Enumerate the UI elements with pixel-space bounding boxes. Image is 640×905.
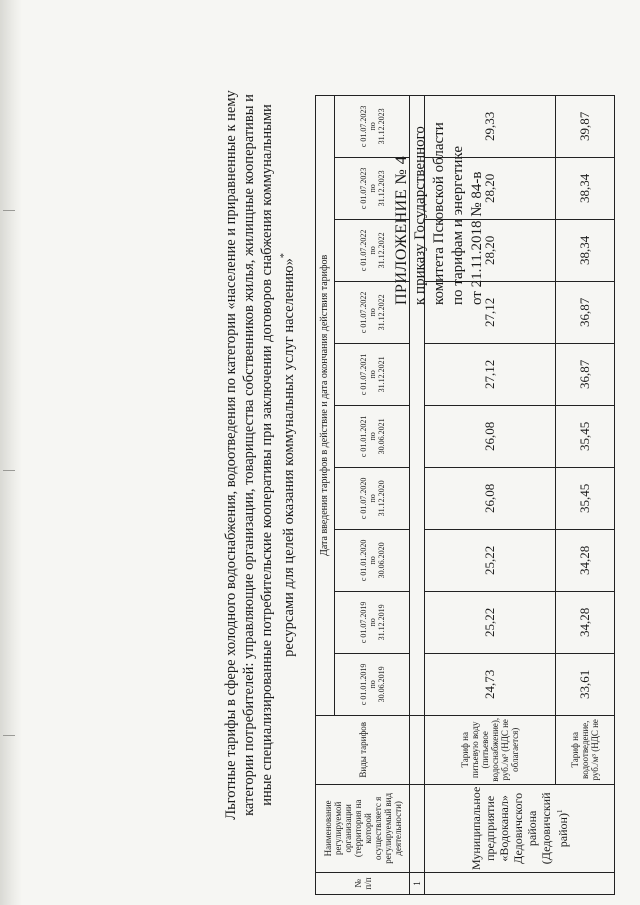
- col-header-organization: Наименование регулируемой организации (территория на которой осуществляетс я регулируемый вид деятельности): [316, 784, 410, 872]
- appendix-line: к приказу Государственного: [412, 126, 428, 305]
- period-header-cell: с 01.01.2021 по 30.06.2021: [335, 405, 410, 467]
- col-header-dates: Дата введения тарифов в действие и дата окончания действия тарифов: [316, 95, 335, 715]
- period-header-cell: с 01.07.2022 по 31.12.2022: [335, 281, 410, 343]
- tariff-kind-cell: Тариф на водоотведение, руб./м³ (НДС не: [556, 715, 615, 784]
- document-heading: [222, 15, 298, 895]
- row-index-cell: [425, 873, 615, 895]
- tariff-value-cell: 36,87: [556, 343, 615, 405]
- tariff-value-cell: 38,34: [556, 219, 615, 281]
- period-header-cell: с 01.07.2019 по 31.12.2019: [335, 591, 410, 653]
- tariff-value-cell: 35,45: [556, 467, 615, 529]
- tariff-value-cell: 28,20: [425, 157, 556, 219]
- tariff-value-cell: 29,33: [425, 95, 556, 157]
- organization-name-cell: Муниципальное предприятие «Водоканал» Дедовичского района (Дедовичский район)$^1$: [425, 784, 615, 872]
- heading-line: ресурсами для целей оказания коммунальных услуг населению»*: [279, 253, 297, 657]
- heading-line: Льготные тарифы в сфере холодного водоснабжения, водоотведения по категории «население и приравненные к нему: [223, 90, 239, 820]
- col-header-tariff-kind: Виды тарифов: [316, 715, 410, 784]
- tariff-value-cell: 39,87: [556, 95, 615, 157]
- table-row: [556, 95, 615, 894]
- table-cell: [410, 95, 425, 715]
- heading-line: иные специализированные потребительские кооперативы при заключении договоров снабжения коммунальными: [259, 104, 275, 806]
- table-cell: [410, 715, 425, 784]
- tariff-value-cell: 34,28: [556, 529, 615, 591]
- footnote-star: *: [279, 253, 290, 259]
- table-cell: [410, 784, 425, 872]
- tariff-value-cell: 24,73: [425, 653, 556, 715]
- tariff-value-cell: 33,61: [556, 653, 615, 715]
- period-header-cell: с 01.01.2019 по 30.06.2019: [335, 653, 410, 715]
- tariff-value-cell: 35,45: [556, 405, 615, 467]
- tariff-table: [315, 95, 615, 895]
- tariff-value-cell: 38,34: [556, 157, 615, 219]
- tariff-value-cell: 26,08: [425, 467, 556, 529]
- tariff-value-cell: 28,20: [425, 219, 556, 281]
- tariff-value-cell: 26,08: [425, 405, 556, 467]
- period-header-cell: с 01.07.2023 по 31.12.2023: [335, 95, 410, 157]
- tariff-value-cell: 34,28: [556, 591, 615, 653]
- table-cell: 1: [410, 873, 425, 895]
- appendix-line: от 21.11.2018 № 84-в: [469, 171, 485, 305]
- appendix-line: комитета Псковской области: [431, 122, 447, 305]
- period-header-cell: с 01.07.2021 по 31.12.2021: [335, 343, 410, 405]
- tariff-value-cell: 27,12: [425, 343, 556, 405]
- heading-line: категории потребителей: управляющие организации, товарищества собственников жилья, жилищные кооперативы и: [241, 94, 257, 816]
- col-header-number: № п/п: [316, 873, 410, 895]
- period-header-cell: с 01.01.2020 по 30.06.2020: [335, 529, 410, 591]
- appendix-title: ПРИЛОЖЕНИЕ № 4: [393, 155, 410, 305]
- period-header-cell: с 01.07.2020 по 31.12.2020: [335, 467, 410, 529]
- period-header-cell: с 01.07.2023 по 31.12.2023: [335, 157, 410, 219]
- tariff-value-cell: 27,12: [425, 281, 556, 343]
- table-row: [425, 95, 556, 894]
- tariff-value-cell: 25,22: [425, 529, 556, 591]
- tariff-kind-cell: Тариф на питьевую воду (питьевое водоснабжение), руб./м³ (НДС не облагается): [425, 715, 556, 784]
- spacer-row: [410, 95, 425, 894]
- period-header-cell: с 01.07.2022 по 31.12.2022: [335, 219, 410, 281]
- tariff-value-cell: 25,22: [425, 591, 556, 653]
- tariff-value-cell: 36,87: [556, 281, 615, 343]
- appendix-line: по тарифам и энергетике: [450, 146, 466, 305]
